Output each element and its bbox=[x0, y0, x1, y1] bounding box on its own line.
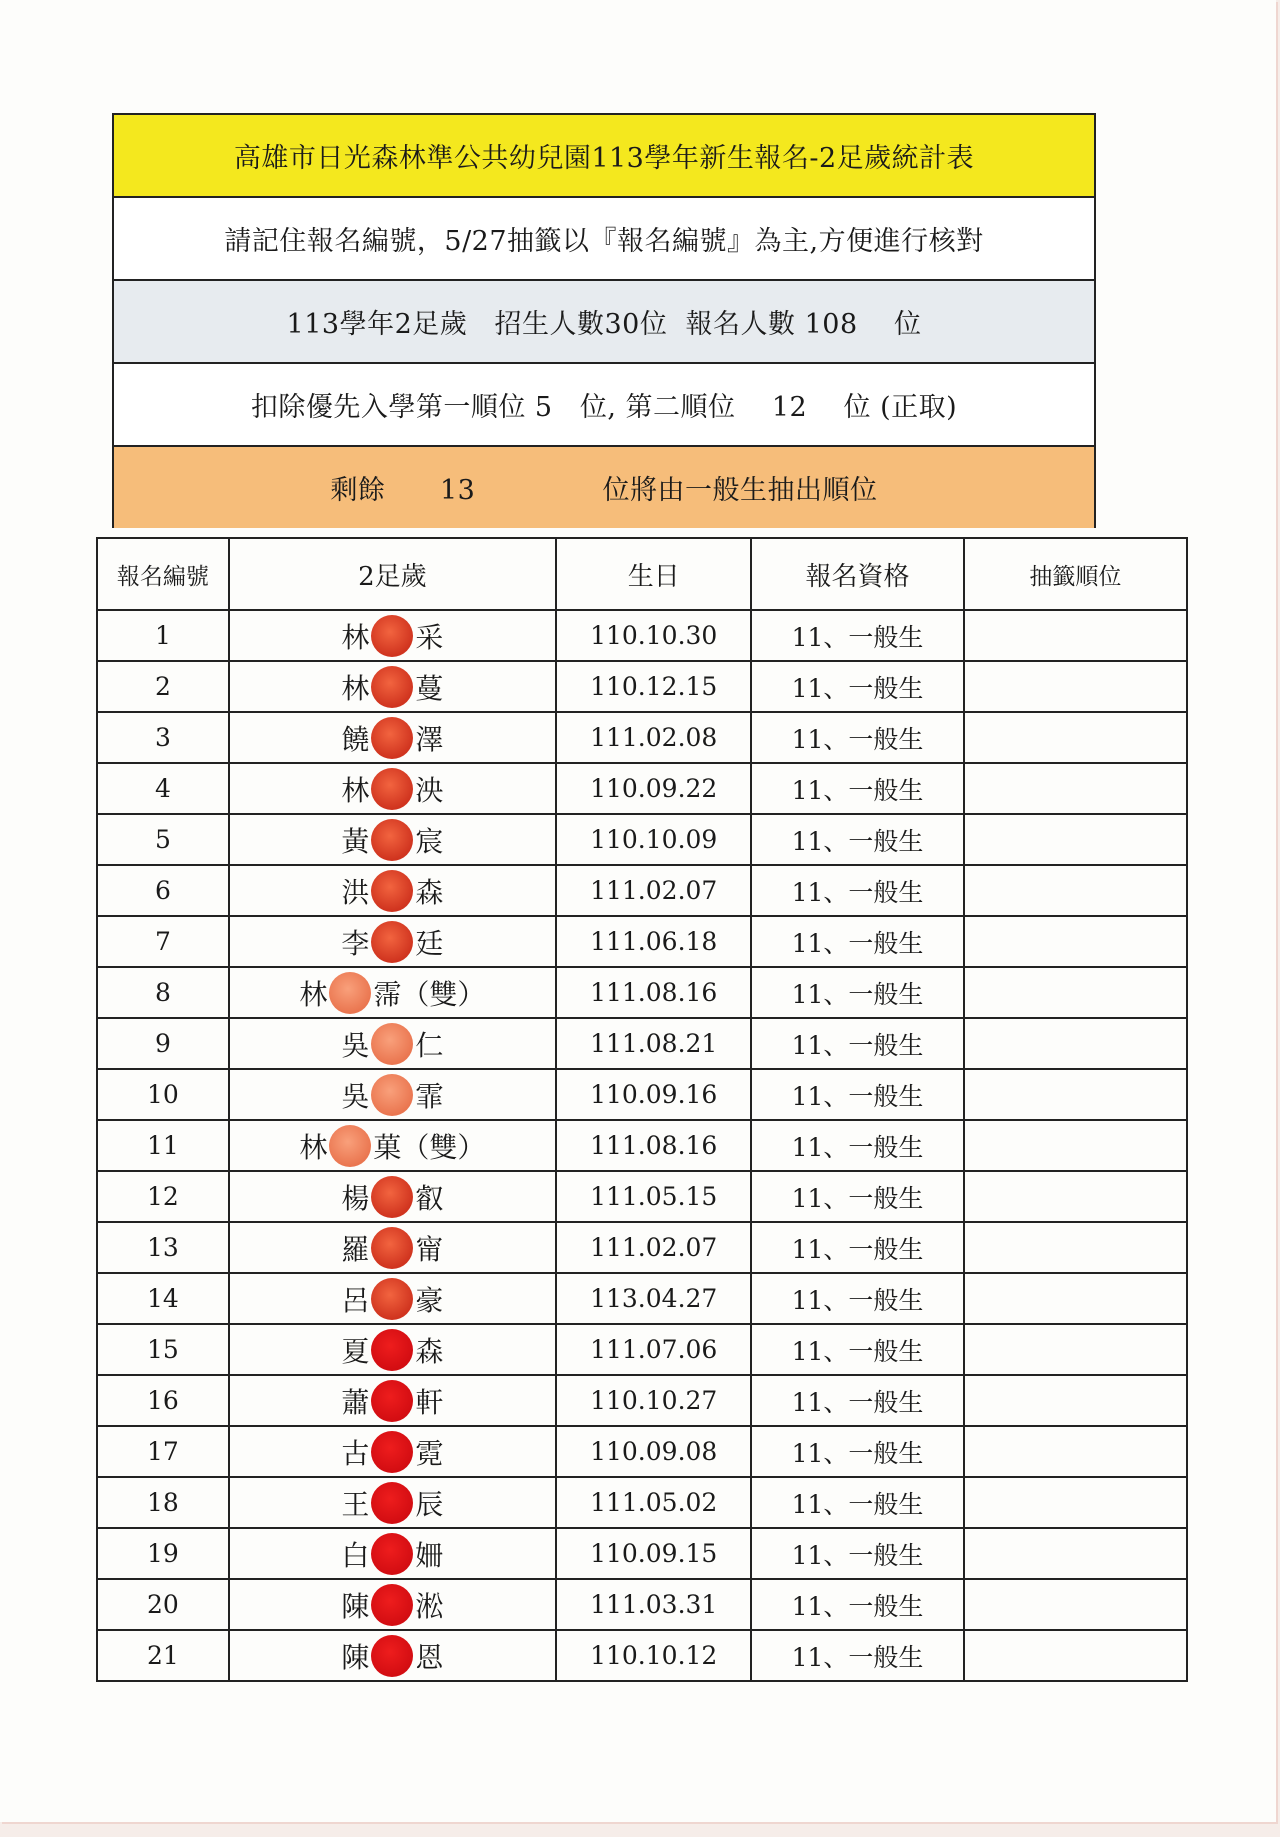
surname: 羅 bbox=[341, 1232, 370, 1266]
lottery-order bbox=[964, 814, 1187, 865]
lottery-order bbox=[964, 1222, 1187, 1273]
child-name bbox=[341, 1482, 443, 1524]
column-header-birthday: 生日 bbox=[556, 538, 751, 610]
surname: 林 bbox=[341, 773, 370, 807]
table-row bbox=[97, 814, 1187, 865]
lottery-order bbox=[964, 610, 1187, 661]
redaction-seal-icon bbox=[371, 717, 413, 759]
redaction-seal-icon bbox=[371, 666, 413, 708]
child-name-cell bbox=[229, 661, 556, 712]
qualification: 11、一般生 bbox=[751, 1375, 963, 1426]
redaction-seal-icon bbox=[371, 1227, 413, 1269]
surname: 洪 bbox=[341, 875, 370, 909]
birthday: 111.05.02 bbox=[556, 1477, 751, 1528]
registration-number: 6 bbox=[97, 865, 229, 916]
surname: 黃 bbox=[341, 824, 370, 858]
lottery-order bbox=[964, 1528, 1187, 1579]
child-name bbox=[341, 1023, 443, 1065]
birthday: 111.08.21 bbox=[556, 1018, 751, 1069]
column-header-name: 2足歲 bbox=[229, 538, 556, 610]
registration-number: 21 bbox=[97, 1630, 229, 1681]
qualification: 11、一般生 bbox=[751, 1426, 963, 1477]
child-name bbox=[341, 1584, 443, 1626]
child-name bbox=[299, 1125, 485, 1167]
surname: 楊 bbox=[341, 1181, 370, 1215]
table-row bbox=[97, 1375, 1187, 1426]
lottery-order bbox=[964, 1120, 1187, 1171]
registration-number: 17 bbox=[97, 1426, 229, 1477]
given-name-end: 森 bbox=[415, 875, 444, 909]
child-name-cell bbox=[229, 1273, 556, 1324]
given-name-end: 姍 bbox=[415, 1538, 444, 1572]
lottery-order bbox=[964, 1069, 1187, 1120]
child-name-cell bbox=[229, 814, 556, 865]
column-header-qualification: 報名資格 bbox=[751, 538, 963, 610]
registration-number: 19 bbox=[97, 1528, 229, 1579]
redaction-seal-icon bbox=[329, 1125, 371, 1167]
qualification: 11、一般生 bbox=[751, 967, 963, 1018]
quota-summary: 113學年2足歲 招生人數30位 報名人數 108 位 bbox=[114, 281, 1094, 364]
redaction-seal-icon bbox=[371, 1380, 413, 1422]
child-name bbox=[299, 972, 485, 1014]
registration-number: 18 bbox=[97, 1477, 229, 1528]
child-name bbox=[341, 1533, 443, 1575]
qualification: 11、一般生 bbox=[751, 1069, 963, 1120]
surname: 林 bbox=[341, 620, 370, 654]
given-name-end: 蔓 bbox=[415, 671, 444, 705]
birthday: 110.09.08 bbox=[556, 1426, 751, 1477]
table-row bbox=[97, 1069, 1187, 1120]
birthday: 110.10.12 bbox=[556, 1630, 751, 1681]
redaction-seal-icon bbox=[371, 1176, 413, 1218]
child-name bbox=[341, 666, 443, 708]
qualification: 11、一般生 bbox=[751, 712, 963, 763]
surname: 林 bbox=[299, 1130, 328, 1164]
redaction-seal-icon bbox=[371, 1482, 413, 1524]
redaction-seal-icon bbox=[371, 1329, 413, 1371]
table-row bbox=[97, 865, 1187, 916]
lottery-order bbox=[964, 1324, 1187, 1375]
qualification: 11、一般生 bbox=[751, 1120, 963, 1171]
surname: 陳 bbox=[341, 1640, 370, 1674]
lottery-order bbox=[964, 1171, 1187, 1222]
child-name-cell bbox=[229, 1120, 556, 1171]
child-name-cell bbox=[229, 1324, 556, 1375]
table-row bbox=[97, 1579, 1187, 1630]
child-name bbox=[341, 1635, 443, 1677]
table-row bbox=[97, 610, 1187, 661]
lottery-order bbox=[964, 1477, 1187, 1528]
registration-number: 15 bbox=[97, 1324, 229, 1375]
column-header-registration-number: 報名編號 bbox=[97, 538, 229, 610]
lottery-notice: 請記住報名編號，5/27抽籤以『報名編號』為主,方便進行核對 bbox=[114, 198, 1094, 281]
given-name-end: 泱 bbox=[415, 773, 444, 807]
given-name-end: 淞 bbox=[415, 1589, 444, 1623]
surname: 吳 bbox=[341, 1079, 370, 1113]
lottery-order bbox=[964, 1018, 1187, 1069]
lottery-order bbox=[964, 1273, 1187, 1324]
child-name bbox=[341, 615, 443, 657]
child-name bbox=[341, 1176, 443, 1218]
redaction-seal-icon bbox=[371, 819, 413, 861]
given-name-end: 宸 bbox=[415, 824, 444, 858]
child-name bbox=[341, 1380, 443, 1422]
table-row bbox=[97, 1324, 1187, 1375]
birthday: 111.08.16 bbox=[556, 1120, 751, 1171]
qualification: 11、一般生 bbox=[751, 1018, 963, 1069]
child-name-cell bbox=[229, 865, 556, 916]
surname: 饒 bbox=[341, 722, 370, 756]
lottery-order bbox=[964, 763, 1187, 814]
surname: 呂 bbox=[341, 1283, 370, 1317]
given-name-end: 叡 bbox=[415, 1181, 444, 1215]
child-name-cell bbox=[229, 1069, 556, 1120]
child-name bbox=[341, 1074, 443, 1116]
registration-number: 9 bbox=[97, 1018, 229, 1069]
column-header-lottery-order: 抽籤順位 bbox=[964, 538, 1187, 610]
redaction-seal-icon bbox=[371, 1533, 413, 1575]
document-title: 高雄市日光森林準公共幼兒園113學年新生報名-2足歲統計表 bbox=[114, 115, 1094, 198]
surname: 王 bbox=[341, 1487, 370, 1521]
registration-number: 11 bbox=[97, 1120, 229, 1171]
registration-table bbox=[96, 537, 1188, 1682]
table-row bbox=[97, 1528, 1187, 1579]
qualification: 11、一般生 bbox=[751, 1477, 963, 1528]
child-name-cell bbox=[229, 1222, 556, 1273]
registration-number: 5 bbox=[97, 814, 229, 865]
lottery-order bbox=[964, 865, 1187, 916]
child-name-cell bbox=[229, 610, 556, 661]
qualification: 11、一般生 bbox=[751, 1273, 963, 1324]
given-name-end: 霏 bbox=[415, 1079, 444, 1113]
surname: 陳 bbox=[341, 1589, 370, 1623]
child-name bbox=[341, 819, 443, 861]
child-name-cell bbox=[229, 1018, 556, 1069]
lottery-order bbox=[964, 712, 1187, 763]
surname: 林 bbox=[341, 671, 370, 705]
birthday: 113.04.27 bbox=[556, 1273, 751, 1324]
redaction-seal-icon bbox=[371, 1278, 413, 1320]
birthday: 111.02.08 bbox=[556, 712, 751, 763]
redaction-seal-icon bbox=[371, 1074, 413, 1116]
redaction-seal-icon bbox=[371, 768, 413, 810]
birthday: 110.12.15 bbox=[556, 661, 751, 712]
birthday: 110.09.15 bbox=[556, 1528, 751, 1579]
qualification: 11、一般生 bbox=[751, 1171, 963, 1222]
remaining-summary: 剩餘 13 位將由一般生抽出順位 bbox=[114, 447, 1094, 528]
qualification: 11、一般生 bbox=[751, 1630, 963, 1681]
birthday: 111.03.31 bbox=[556, 1579, 751, 1630]
given-name-end: 辰 bbox=[415, 1487, 444, 1521]
qualification: 11、一般生 bbox=[751, 610, 963, 661]
registration-number: 13 bbox=[97, 1222, 229, 1273]
child-name bbox=[341, 1278, 443, 1320]
child-name-cell bbox=[229, 1477, 556, 1528]
surname: 夏 bbox=[341, 1334, 370, 1368]
table-row bbox=[97, 661, 1187, 712]
qualification: 11、一般生 bbox=[751, 1579, 963, 1630]
lottery-order bbox=[964, 1579, 1187, 1630]
given-name-end: 霓 bbox=[415, 1436, 444, 1470]
birthday: 110.09.16 bbox=[556, 1069, 751, 1120]
table-row bbox=[97, 1477, 1187, 1528]
lottery-order bbox=[964, 661, 1187, 712]
registration-number: 8 bbox=[97, 967, 229, 1018]
qualification: 11、一般生 bbox=[751, 1222, 963, 1273]
table-row bbox=[97, 1171, 1187, 1222]
child-name-cell bbox=[229, 1528, 556, 1579]
birthday: 111.07.06 bbox=[556, 1324, 751, 1375]
child-name-cell bbox=[229, 1171, 556, 1222]
registration-number: 2 bbox=[97, 661, 229, 712]
birthday: 111.06.18 bbox=[556, 916, 751, 967]
lottery-order bbox=[964, 1426, 1187, 1477]
redaction-seal-icon bbox=[371, 1431, 413, 1473]
redaction-seal-icon bbox=[371, 615, 413, 657]
qualification: 11、一般生 bbox=[751, 814, 963, 865]
registration-number: 14 bbox=[97, 1273, 229, 1324]
lottery-order bbox=[964, 1375, 1187, 1426]
birthday: 111.02.07 bbox=[556, 865, 751, 916]
info-bands bbox=[112, 113, 1096, 528]
child-name bbox=[341, 1227, 443, 1269]
table-row bbox=[97, 1426, 1187, 1477]
table-header-row bbox=[97, 538, 1187, 610]
given-name-end: 澤 bbox=[415, 722, 444, 756]
child-name bbox=[341, 1431, 443, 1473]
birthday: 111.08.16 bbox=[556, 967, 751, 1018]
registration-number: 10 bbox=[97, 1069, 229, 1120]
child-name bbox=[341, 1329, 443, 1371]
registration-number: 16 bbox=[97, 1375, 229, 1426]
table-row bbox=[97, 1018, 1187, 1069]
surname: 古 bbox=[341, 1436, 370, 1470]
qualification: 11、一般生 bbox=[751, 916, 963, 967]
redaction-seal-icon bbox=[371, 1635, 413, 1677]
given-name-end: 菓（雙） bbox=[373, 1130, 486, 1164]
surname: 蕭 bbox=[341, 1385, 370, 1419]
child-name bbox=[341, 768, 443, 810]
registration-number: 20 bbox=[97, 1579, 229, 1630]
priority-summary: 扣除優先入學第一順位 5 位, 第二順位 12 位 (正取) bbox=[114, 364, 1094, 447]
table-body bbox=[97, 610, 1187, 1681]
surname: 白 bbox=[341, 1538, 370, 1572]
child-name bbox=[341, 870, 443, 912]
table-row bbox=[97, 1630, 1187, 1681]
table-row bbox=[97, 1273, 1187, 1324]
redaction-seal-icon bbox=[371, 870, 413, 912]
lottery-order bbox=[964, 1630, 1187, 1681]
birthday: 110.10.27 bbox=[556, 1375, 751, 1426]
given-name-end: 森 bbox=[415, 1334, 444, 1368]
qualification: 11、一般生 bbox=[751, 661, 963, 712]
surname: 李 bbox=[341, 926, 370, 960]
redaction-seal-icon bbox=[371, 1023, 413, 1065]
child-name-cell bbox=[229, 1375, 556, 1426]
birthday: 111.05.15 bbox=[556, 1171, 751, 1222]
table-row bbox=[97, 916, 1187, 967]
registration-number: 1 bbox=[97, 610, 229, 661]
qualification: 11、一般生 bbox=[751, 865, 963, 916]
qualification: 11、一般生 bbox=[751, 1324, 963, 1375]
registration-number: 12 bbox=[97, 1171, 229, 1222]
surname: 吳 bbox=[341, 1028, 370, 1062]
registration-number: 3 bbox=[97, 712, 229, 763]
surname: 林 bbox=[299, 977, 328, 1011]
child-name-cell bbox=[229, 916, 556, 967]
redaction-seal-icon bbox=[371, 1584, 413, 1626]
given-name-end: 恩 bbox=[415, 1640, 444, 1674]
table-row bbox=[97, 763, 1187, 814]
child-name-cell bbox=[229, 1426, 556, 1477]
birthday: 110.10.09 bbox=[556, 814, 751, 865]
given-name-end: 軒 bbox=[415, 1385, 444, 1419]
given-name-end: 甯 bbox=[415, 1232, 444, 1266]
given-name-end: 豪 bbox=[415, 1283, 444, 1317]
qualification: 11、一般生 bbox=[751, 763, 963, 814]
table-row bbox=[97, 712, 1187, 763]
child-name-cell bbox=[229, 967, 556, 1018]
birthday: 111.02.07 bbox=[556, 1222, 751, 1273]
child-name bbox=[341, 717, 443, 759]
birthday: 110.09.22 bbox=[556, 763, 751, 814]
registration-number: 7 bbox=[97, 916, 229, 967]
given-name-end: 廷 bbox=[415, 926, 444, 960]
table-row bbox=[97, 967, 1187, 1018]
birthday: 110.10.30 bbox=[556, 610, 751, 661]
redaction-seal-icon bbox=[371, 921, 413, 963]
child-name bbox=[341, 921, 443, 963]
table-row bbox=[97, 1222, 1187, 1273]
given-name-end: 仁 bbox=[415, 1028, 444, 1062]
child-name-cell bbox=[229, 1579, 556, 1630]
table-row bbox=[97, 1120, 1187, 1171]
qualification: 11、一般生 bbox=[751, 1528, 963, 1579]
child-name-cell bbox=[229, 712, 556, 763]
given-name-end: 霈（雙） bbox=[373, 977, 486, 1011]
redaction-seal-icon bbox=[329, 972, 371, 1014]
child-name-cell bbox=[229, 1630, 556, 1681]
registration-number: 4 bbox=[97, 763, 229, 814]
given-name-end: 采 bbox=[415, 620, 444, 654]
child-name-cell bbox=[229, 763, 556, 814]
lottery-order bbox=[964, 967, 1187, 1018]
lottery-order bbox=[964, 916, 1187, 967]
